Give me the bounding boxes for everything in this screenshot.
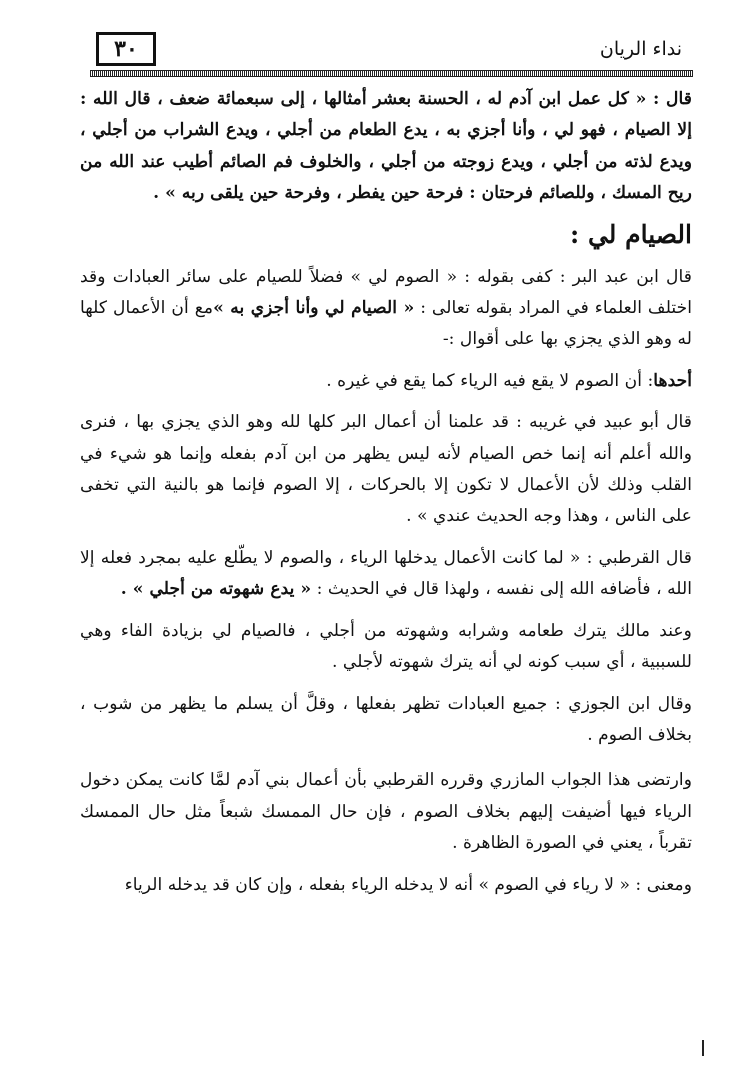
page-body — [80, 84, 692, 901]
paragraph-text: : أن الصوم لا يقع فيه الرياء كما يقع في غيره . — [326, 370, 654, 391]
section-heading: الصيام لي : — [570, 219, 692, 249]
opinion-label: أحدها — [653, 370, 692, 391]
paragraph-ibn-al-jawzi: وقال ابن الجوزي : جميع العبادات تظهر بفعلها ، وقلَّ أن يسلم ما يظهر من شوب ، بخلاف الصوم . — [80, 693, 692, 745]
paragraph-meaning: ومعنى : « لا رياء في الصوم » أنه لا يدخله الرياء بفعله ، وإن كان قد يدخله الرياء — [124, 874, 692, 895]
paragraph-mazari: وارتضى هذا الجواب المازري وقرره القرطبي بأن أعمال بني آدم لمَّا كانت يمكن دخول الرياء فيها أضيفت إليهم بخلاف الصوم ، فإن حال الممسك شبعاً مثل حال الممسك تقرباً ، يعني في الصورة الظاهرة . — [80, 770, 692, 854]
paragraph-qurtubi — [80, 543, 692, 606]
hadith-quote: « يدع شهوته من أجلي » . — [120, 579, 312, 600]
page-number: ٣٠ — [96, 32, 156, 66]
paragraph-first-opinion — [80, 366, 692, 397]
paragraph-ibn-abd-al-barr — [80, 262, 692, 356]
hadith-quote: « الصيام لي وأنا أجزي به » — [213, 298, 415, 319]
header-divider — [90, 70, 693, 77]
paragraph-malik: وعند مالك يترك طعامه وشرابه وشهوته من أجلي ، فالصيام لي بزيادة الفاء وهي للسببية ، أي سبب كونه لي أنه يترك شهوته لأجلي . — [80, 620, 692, 673]
paragraph-text: قال القرطبي : « لما كانت الأعمال يدخلها الرياء ، والصوم لا يطّلع عليه بمجرد فعله إلا الله ، فأضافه الله إلى نفسه ، ولهذا قال في الحديث : — [80, 547, 692, 600]
page-header — [80, 28, 692, 72]
running-title: نداء الريان — [599, 38, 682, 60]
margin-mark — [702, 1040, 704, 1056]
paragraph-abu-ubaid: قال أبو عبيد في غريبه : قد علمنا أن أعمال البر كلها لله وهو الذي يجزي بها ، فنرى والله أعلم أنه إنما خص الصيام لأنه ليس يظهر من ابن آدم بفعله وإنما هو شيء في القلب وذلك لأن الأعمال لا تكون إلا بالحركات ، إلا الصوم فإنما هو بالنية التي تخفى على الناس ، وهذا وجه الحديث عندي » . — [80, 412, 692, 527]
hadith-paragraph: قال : « كل عمل ابن آدم له ، الحسنة بعشر أمثالها ، إلى سبعمائة ضعف ، قال الله : إلا الصيام ، فهو لي ، وأنا أجزي به ، يدع الطعام من أجلي ، ويدع الشراب من أجلي ، ويدع لذته من أجلي ، ويدع زوجته من أجلي ، والخلوف فم الصائم أطيب عند الله من ريح المسك ، وللصائم فرحتان : فرحة حين يفطر ، وفرحة حين يلقى ربه » . — [80, 89, 692, 204]
paragraph-text: قال ابن عبد البر : كفى بقوله : « الصوم لي » فضلاً للصيام على سائر العبادات وقد اختلف العلماء في المراد بقوله تعالى : — [80, 266, 692, 319]
paragraph-text: مع أن الأعمال كلها له وهو الذي يجزي بها على أقوال :- — [80, 298, 692, 350]
